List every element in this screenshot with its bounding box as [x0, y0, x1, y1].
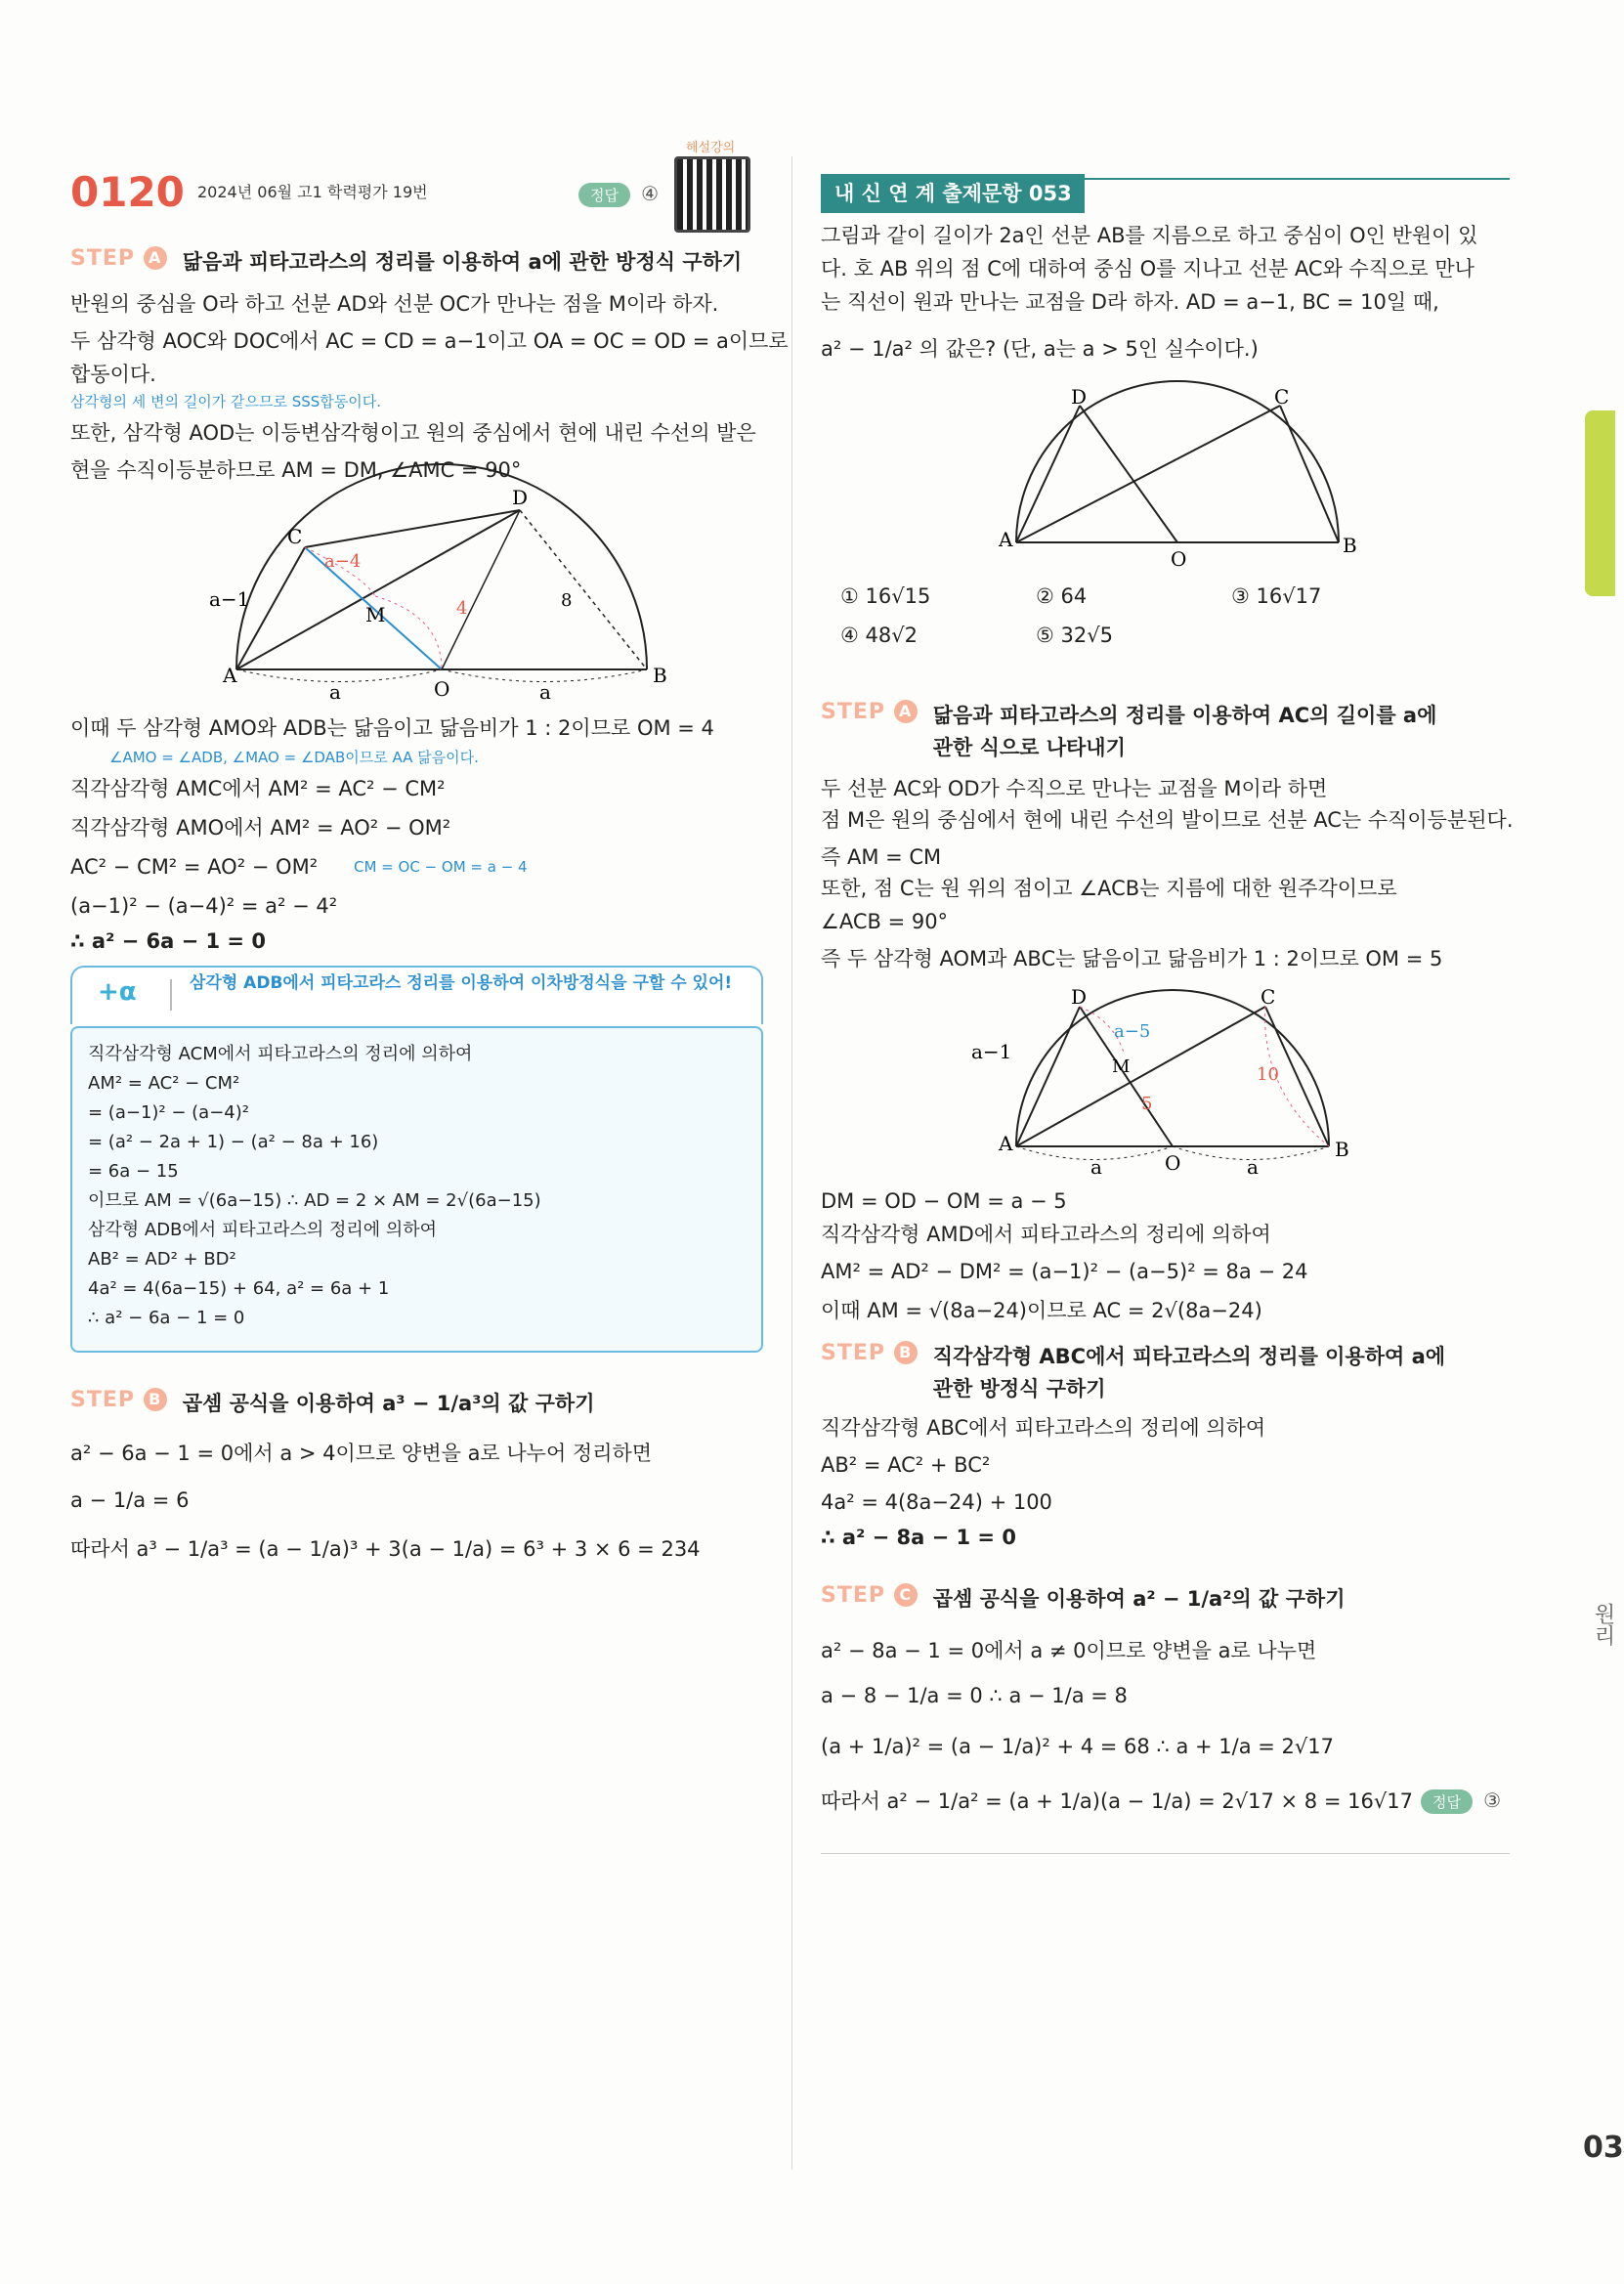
text-line: 두 선분 AC와 OD가 수직으로 만나는 교점을 M이라 하면	[821, 777, 1328, 800]
text-line: ∴ a² − 6a − 1 = 0	[70, 929, 266, 953]
semicircle-diagram-solution	[971, 982, 1358, 1179]
tip-line: AB² = AD² + BD²	[88, 1249, 236, 1270]
text-line: (a + 1/a)² = (a − 1/a)² + 4 = 68 ∴ a + 1/a = 2√17	[821, 1735, 1335, 1758]
step-title: 곱셈 공식을 이용하여 a² − 1/a²의 값 구하기	[932, 1587, 1346, 1611]
tip-line: = 6a − 15	[88, 1161, 179, 1182]
text-line: 현을 수직이등분하므로 AM = DM, ∠AMC = 90°	[70, 458, 522, 482]
text-line: a − 8 − 1/a = 0 ∴ a − 1/a = 8	[821, 1684, 1128, 1707]
svg-text:O: O	[1165, 1151, 1181, 1175]
problem-number: 0120	[70, 168, 185, 216]
svg-text:a: a	[1247, 1155, 1259, 1179]
svg-text:C: C	[287, 525, 303, 548]
svg-text:a: a	[539, 680, 551, 704]
text-line: 이때 두 삼각형 AMO와 ADB는 닮음이고 닮음비가 1 : 2이므로 OM = 4	[70, 716, 714, 740]
step-b-heading	[821, 1341, 1461, 1405]
text-line: 즉 AM = CM	[821, 845, 942, 869]
answer-badge: 정답	[1421, 1789, 1473, 1814]
text-line: 직각삼각형 AMD에서 피타고라스의 정리에 의하여	[821, 1223, 1271, 1246]
svg-text:O: O	[434, 677, 450, 701]
step-a-heading	[821, 700, 1461, 764]
problem-source: 2024년 06월 고1 학력평가 19번	[197, 183, 428, 201]
text-line: 점 M은 원의 중심에서 현에 내린 수선의 발이므로 선분 AC는 수직이등분된다.	[821, 808, 1514, 832]
plus-alpha-icon: +α	[98, 977, 137, 1007]
tip-line: AM² = AC² − CM²	[88, 1073, 240, 1094]
page-number: 03	[1583, 2131, 1624, 2165]
svg-text:A: A	[999, 528, 1013, 551]
text-line: 이때 AM = √(8a−24)이므로 AC = 2√(8a−24)	[821, 1299, 1262, 1322]
text-line: 반원의 중심을 O라 하고 선분 AD와 선분 OC가 만나는 점을 M이라 하자.	[70, 292, 719, 316]
semicircle-diagram-left	[209, 486, 686, 704]
svg-text:a−1: a−1	[971, 1040, 1012, 1063]
text-line: ∠ACB = 90°	[821, 910, 949, 933]
text-line: 따라서 a² − 1/a² = (a + 1/a)(a − 1/a) = 2√17 × 8 = 16√17	[821, 1789, 1413, 1813]
text-line: a² − 8a − 1 = 0에서 a ≠ 0이므로 양변을 a로 나누면	[821, 1639, 1317, 1662]
answer-value: ④	[641, 182, 660, 205]
svg-text:5: 5	[1141, 1094, 1153, 1114]
text-line: AM² = AD² − DM² = (a−1)² − (a−5)² = 8a − 24	[821, 1260, 1308, 1283]
section-rule	[821, 1853, 1510, 1854]
text-line: 직각삼각형 AMC에서 AM² = AC² − CM²	[70, 777, 446, 800]
note: 삼각형의 세 변의 길이가 같으므로 SSS합동이다.	[70, 393, 381, 410]
step-c-heading	[821, 1583, 1345, 1616]
text-line: 또한, 삼각형 AOD는 이등변삼각형이고 원의 중심에서 현에 내린 수선의 발은	[70, 421, 756, 445]
svg-text:a: a	[329, 680, 341, 704]
linked-problem-header: 내 신 연 계 출제문항 053	[821, 174, 1085, 213]
answer-badge-group	[578, 182, 659, 207]
svg-text:a−5: a−5	[1114, 1021, 1151, 1042]
question-line: 다. 호 AB 위의 점 C에 대하여 중심 O를 지나고 선분 AC와 수직으로 만나	[821, 257, 1474, 280]
svg-text:M: M	[365, 603, 386, 626]
text-line: DM = OD − OM = a − 5	[821, 1189, 1067, 1213]
tip-line: 직각삼각형 ACM에서 피타고라스의 정리에 의하여	[88, 1044, 473, 1064]
text-line: 직각삼각형 ABC에서 피타고라스의 정리에 의하여	[821, 1416, 1266, 1440]
choice-4[interactable]: ④ 48√2	[840, 624, 918, 647]
text-line: (a−1)² − (a−4)² = a² − 4²	[70, 894, 338, 918]
qr-label: 해설강의	[686, 141, 736, 155]
choice-5[interactable]: ⑤ 32√5	[1036, 624, 1113, 647]
text-line: 즉 두 삼각형 AOM과 ABC는 닮음이고 닮음비가 1 : 2이므로 OM = 5	[821, 947, 1443, 970]
step-tag: STEP C	[821, 1583, 918, 1608]
answer-value: ③	[1483, 1788, 1502, 1812]
svg-text:M: M	[1112, 1056, 1131, 1077]
text-line: 두 삼각형 AOC와 DOC에서 AC = CD = a−1이고 OA = OC = OD = a이므로	[70, 329, 789, 353]
svg-text:10: 10	[1257, 1064, 1279, 1085]
text-line: 또한, 점 C는 원 위의 점이고 ∠ACB는 지름에 대한 원주각이므로	[821, 877, 1397, 900]
step-title: 곱셈 공식을 이용하여 a³ − 1/a³의 값 구하기	[182, 1392, 595, 1415]
text-line: a² − 6a − 1 = 0에서 a > 4이므로 양변을 a로 나누어 정리하면	[70, 1442, 653, 1465]
column-divider	[791, 156, 792, 2170]
tip-line: ∴ a² − 6a − 1 = 0	[88, 1308, 245, 1328]
step-tag: STEP B	[70, 1388, 167, 1412]
step-b-heading	[70, 1388, 594, 1420]
side-label: 원리	[1591, 1603, 1615, 1646]
tip-line: = (a−1)² − (a−4)²	[88, 1102, 249, 1123]
tip-line: 4a² = 4(6a−15) + 64, a² = 6a + 1	[88, 1278, 390, 1299]
text-line: a − 1/a = 6	[70, 1488, 190, 1512]
step-tag: STEP A	[821, 700, 918, 724]
tip-line: 삼각형 ADB에서 피타고라스의 정리에 의하여	[88, 1220, 438, 1240]
text-line: 직각삼각형 AMO에서 AM² = AO² − OM²	[70, 816, 451, 840]
svg-text:C: C	[1261, 985, 1276, 1009]
svg-text:A: A	[223, 664, 237, 687]
svg-text:B: B	[1343, 534, 1357, 557]
text-line: ∴ a² − 8a − 1 = 0	[821, 1526, 1016, 1549]
svg-text:O: O	[1171, 547, 1187, 571]
answer-badge-group	[1421, 1788, 1501, 1814]
question-line: 는 직선이 원과 만나는 교점을 D라 하자. AD = a−1, BC = 10일 때,	[821, 290, 1439, 314]
svg-text:B: B	[1335, 1138, 1349, 1161]
svg-text:8: 8	[561, 590, 573, 611]
tip-line: 이므로 AM = √(6a−15) ∴ AD = 2 × AM = 2√(6a−15)	[88, 1190, 541, 1211]
svg-text:C: C	[1274, 385, 1290, 409]
svg-text:a−4: a−4	[324, 551, 362, 572]
svg-text:D: D	[1071, 385, 1088, 409]
chapter-tab[interactable]	[1585, 410, 1615, 596]
svg-text:D: D	[1071, 985, 1088, 1009]
text-line: AC² − CM² = AO² − OM²	[70, 855, 319, 879]
tip-header	[70, 966, 763, 1024]
note: CM = OC − OM = a − 4	[354, 858, 528, 876]
semicircle-diagram-question	[997, 386, 1368, 572]
svg-text:4: 4	[456, 598, 468, 619]
note: ∠AMO = ∠ADB, ∠MAO = ∠DAB이므로 AA 닮음이다.	[109, 749, 479, 766]
step-title: 직각삼각형 ABC에서 피타고라스의 정리를 이용하여 a에 관한 방정식 구하기	[932, 1345, 1446, 1401]
step-tag: STEP A	[70, 246, 167, 271]
tip-title: 삼각형 ADB에서 피타고라스 정리를 이용하여 이차방정식을 구할 수 있어!	[190, 973, 733, 993]
choice-1[interactable]: ① 16√15	[840, 584, 931, 608]
qr-code-icon[interactable]	[674, 156, 750, 233]
svg-text:A: A	[999, 1132, 1013, 1155]
answer-badge: 정답	[578, 183, 630, 207]
question-line: a² − 1/a² 의 값은? (단, a는 a > 5인 실수이다.)	[821, 337, 1259, 361]
svg-text:a−1: a−1	[209, 587, 250, 611]
text-line: 합동이다.	[70, 363, 156, 386]
tip-line: = (a² − 2a + 1) − (a² − 8a + 16)	[88, 1132, 379, 1152]
step-a-heading	[70, 246, 742, 279]
step-title: 닮음과 피타고라스의 정리를 이용하여 a에 관한 방정식 구하기	[182, 250, 743, 274]
question-line: 그림과 같이 길이가 2a인 선분 AB를 지름으로 하고 중심이 O인 반원이 있	[821, 224, 1478, 247]
svg-text:D: D	[512, 486, 529, 509]
svg-text:B: B	[653, 664, 667, 687]
svg-text:a: a	[1090, 1155, 1102, 1179]
step-tag: STEP B	[821, 1341, 918, 1365]
tip-box	[70, 1026, 763, 1353]
step-title: 닮음과 피타고라스의 정리를 이용하여 AC의 길이를 a에 관한 식으로 나타내기	[932, 704, 1437, 759]
text-line: 4a² = 4(8a−24) + 100	[821, 1490, 1052, 1514]
text-line: AB² = AC² + BC²	[821, 1453, 991, 1477]
choice-3[interactable]: ③ 16√17	[1231, 584, 1322, 608]
choice-2[interactable]: ② 64	[1036, 584, 1088, 608]
text-line: 따라서 a³ − 1/a³ = (a − 1/a)³ + 3(a − 1/a) = 6³ + 3 × 6 = 234	[70, 1537, 701, 1561]
